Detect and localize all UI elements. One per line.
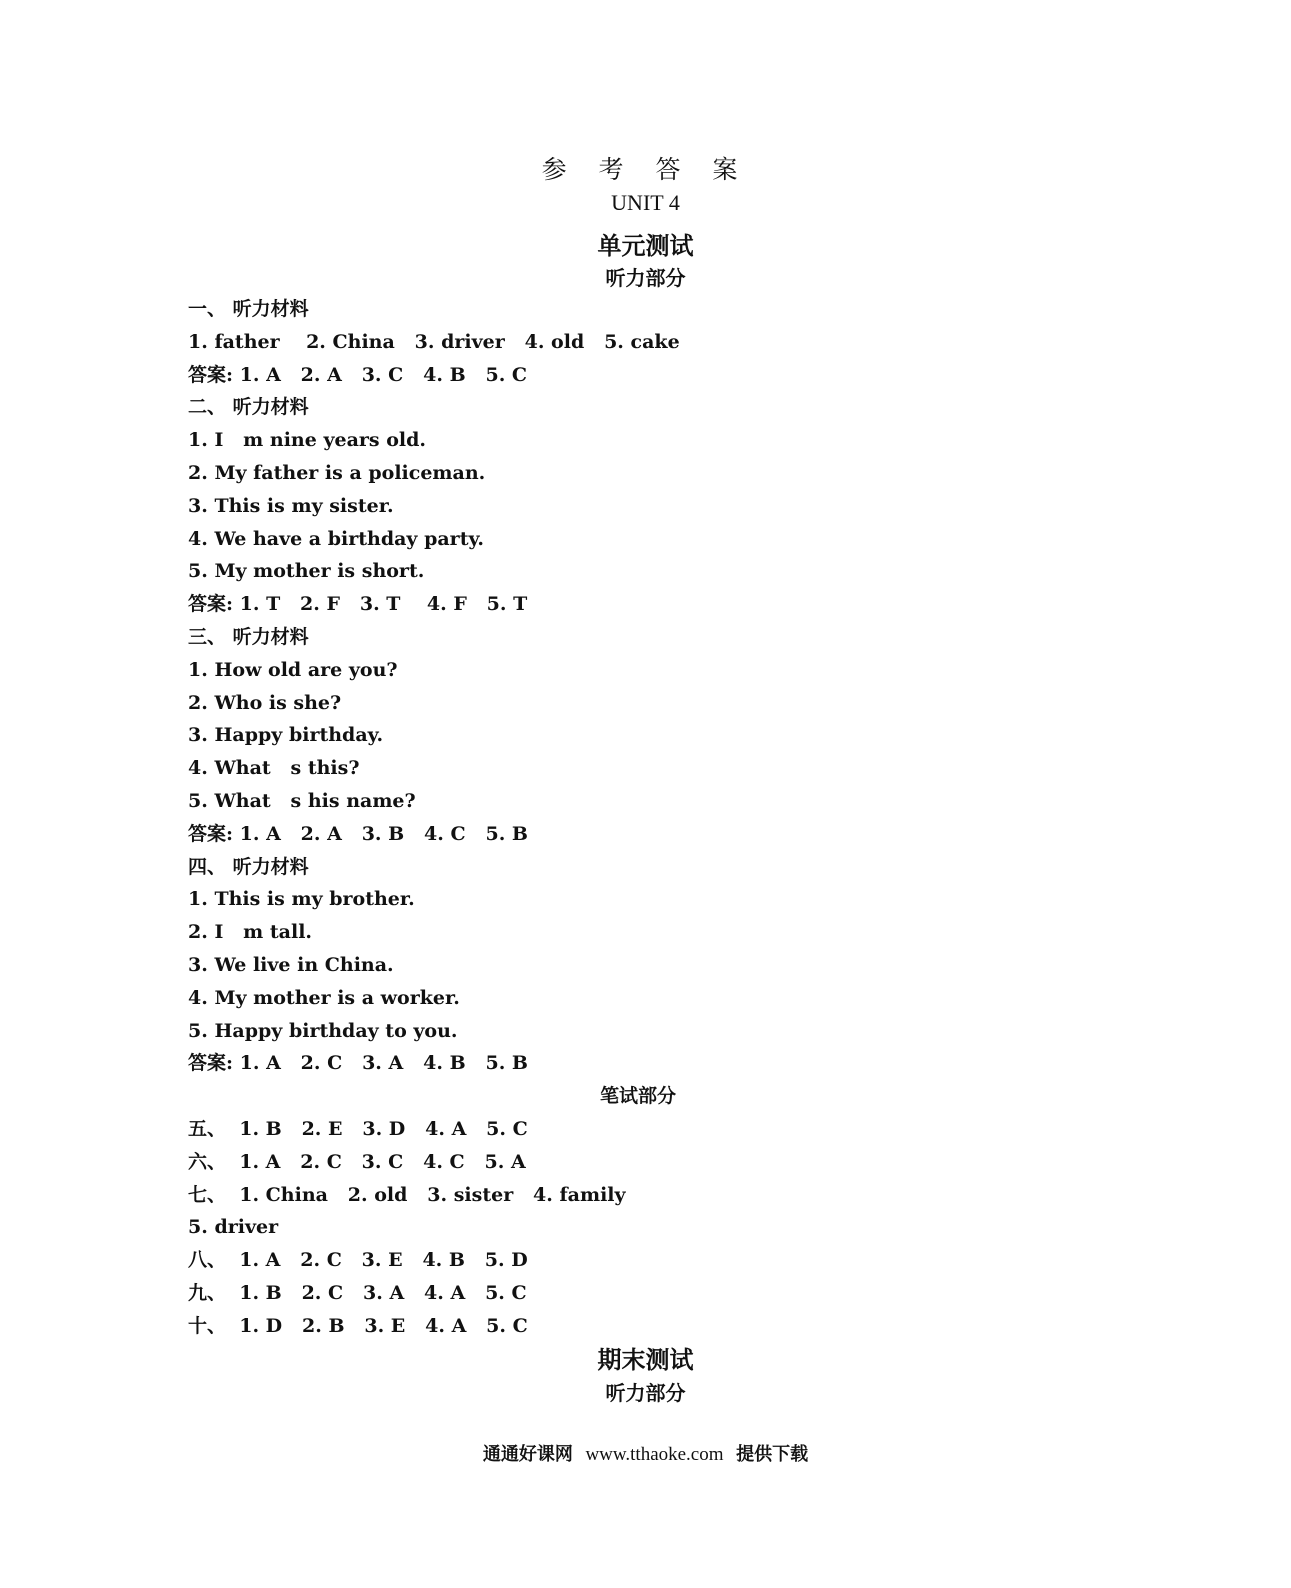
- list-item: 答案: 1. A 2. A 3. C 4. B 5. C: [188, 363, 528, 386]
- list-item: 5. My mother is short.: [188, 560, 425, 583]
- unit-test-heading: 单元测试: [597, 232, 694, 260]
- list-item: 十、 1. D 2. B 3. E 4. A 5. C: [188, 1314, 528, 1337]
- list-item: 2. My father is a policeman.: [188, 461, 486, 484]
- written-heading: 笔试部分: [599, 1085, 676, 1108]
- list-item: 4. We have a birthday party.: [188, 527, 484, 550]
- answer-list: [188, 293, 1088, 1343]
- list-item: 2. Who is she?: [188, 691, 342, 714]
- list-item: 5. driver: [188, 1216, 279, 1239]
- list-item: 答案: 1. A 2. C 3. A 4. B 5. B: [188, 1052, 528, 1075]
- list-item: 八、 1. A 2. C 3. E 4. B 5. D: [188, 1249, 528, 1272]
- list-item: 二、 听力材料: [188, 396, 309, 419]
- list-item: 七、 1. China 2. old 3. sister 4. family: [188, 1183, 626, 1206]
- final-test-heading: 期末测试: [597, 1346, 694, 1374]
- footer-site-name: 通通好课网: [482, 1444, 573, 1465]
- list-item: 4. My mother is a worker.: [188, 986, 460, 1009]
- list-item: 三、 听力材料: [188, 625, 309, 648]
- list-item: 4. What s this?: [188, 757, 360, 780]
- footer-note: 提供下载: [736, 1444, 809, 1465]
- list-item: 3. Happy birthday.: [188, 724, 384, 747]
- page-title: 参 考 答 案: [541, 155, 750, 184]
- list-item: 3. This is my sister.: [188, 494, 394, 517]
- list-item: 九、 1. B 2. C 3. A 4. A 5. C: [188, 1281, 527, 1304]
- list-item: 五、 1. B 2. E 3. D 4. A 5. C: [188, 1117, 528, 1140]
- list-item: 四、 听力材料: [188, 855, 309, 878]
- listening-heading: 听力部分: [605, 266, 686, 290]
- list-item: 1. How old are you?: [188, 658, 398, 681]
- list-item: 六、 1. A 2. C 3. C 4. C 5. A: [188, 1150, 526, 1173]
- list-item: 1. father 2. China 3. driver 4. old 5. cake: [188, 330, 680, 353]
- list-item: 答案: 1. T 2. F 3. T 4. F 5. T: [188, 593, 528, 616]
- list-item: 1. This is my brother.: [188, 888, 415, 911]
- list-item: 3. We live in China.: [188, 953, 394, 976]
- final-listening-heading: 听力部分: [605, 1381, 686, 1405]
- list-item: 5. What s his name?: [188, 789, 416, 812]
- footer: [0, 1440, 1291, 1466]
- list-item: 1. I m nine years old.: [188, 429, 427, 452]
- footer-url[interactable]: www.tthaoke.com: [585, 1444, 724, 1465]
- list-item: 一、 听力材料: [188, 298, 309, 320]
- list-item: 5. Happy birthday to you.: [188, 1019, 458, 1042]
- list-item: 2. I m tall.: [188, 921, 313, 944]
- unit-title: UNIT 4: [611, 190, 680, 215]
- list-item: 答案: 1. A 2. A 3. B 4. C 5. B: [188, 822, 528, 845]
